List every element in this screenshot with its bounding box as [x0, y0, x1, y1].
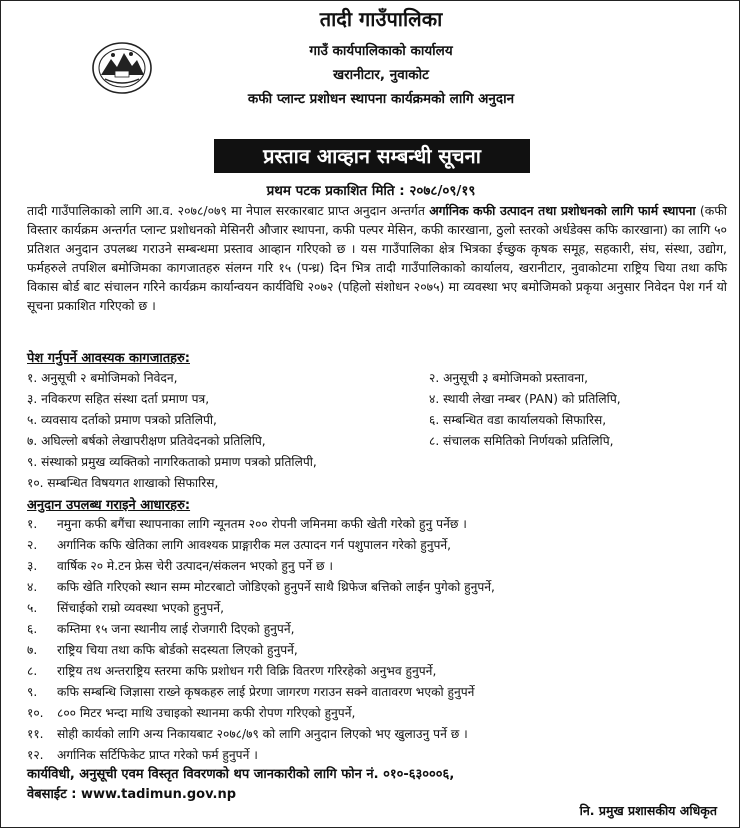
criteria-number: १. [27, 517, 38, 531]
intro-text-1: तादी गाउँपालिकाको लागि आ.व. २०७८/०७९ मा नेपाल सरकारबाट प्राप्त अनुदान अन्तर्गत [27, 203, 430, 218]
document-item: ६. सम्बन्धित वडा कार्यालयको सिफारिस, [429, 413, 607, 427]
document-item: ८. संचालक समितिको निर्णयको प्रतिलिपि, [429, 434, 614, 448]
document-item: ४. स्थायी लेखा नम्बर (PAN) को प्रतिलिपि, [429, 392, 621, 406]
criteria-text: कफि सम्बन्धि जिज्ञासा राख्ने कृषकहरु लाई प्रेरणा जागरण गराउन सक्ने वातावरण भएको हुनुपर्ने [57, 685, 475, 699]
documents-heading: पेश गर्नुपर्ने आवस्यक कागजातहरु: [27, 351, 190, 366]
signatory: नि. प्रमुख प्रशासकीय अधिकृत [579, 803, 717, 818]
criteria-item [27, 746, 258, 763]
office-name: गाउँ कार्यपालिकाको कार्यालय [309, 43, 453, 59]
criteria-text: नमुना कफी बगैंचा स्थापनाका लागि न्यूनतम २०० रोपनी जमिनमा कफी खेती गरेको हुनु पर्नेछ । [57, 517, 467, 531]
criteria-item [27, 578, 495, 595]
criteria-item [27, 536, 451, 553]
criteria-number: ८. [27, 664, 38, 678]
document-item: १०. सम्बन्धित विषयगत शाखाको सिफारिस, [27, 476, 219, 490]
criteria-number: १०. [27, 706, 44, 720]
criteria-text: ८०० मिटर भन्दा माथि उचाइको स्थानमा कफी रोपण गरिएको हुनुपर्ने, [57, 706, 356, 720]
criteria-text: कफि खेति गरिएको स्थान सम्म मोटरबाटो जोडिएको हुनुपर्ने साथै थ्रिफेज बत्तिको लाईन पुगेको हुनुपर्ने, [57, 580, 495, 594]
document-item: ९. संस्थाको प्रमुख व्यक्तिको नागरिकताको प्रमाण पत्रको प्रतिलिपी, [27, 455, 317, 469]
document-item: ५. व्यवसाय दर्ताको प्रमाण पत्रको प्रतिलिपी, [27, 413, 217, 427]
criteria-text: सिंचाईको राम्रो व्यवस्था भएको हुनुपर्ने, [57, 601, 224, 615]
criteria-text: सोही कार्यको लागि अन्य निकायबाट २०७८/७९ को लागि अनुदान लिएको भए खुलाउनु पर्ने छ । [57, 727, 468, 741]
criteria-item [27, 599, 224, 616]
office-address: खरानीटार, नुवाकोट [333, 67, 429, 83]
intro-highlight: अर्गानिक कफी उत्पादन तथा प्रशोधनको लागि फार्म स्थापना [429, 203, 696, 218]
document-item: ३. नविकरण सहित संस्था दर्ता प्रमाण पत्र, [27, 392, 210, 406]
criteria-text: राष्ट्रिय तथ अन्तराष्ट्रिय स्तरमा कफि प्रशोधन गरी विक्रि वितरण गरिरहेको अनुभव हुनुपर्ने, [57, 664, 437, 678]
criteria-item [27, 725, 468, 742]
criteria-number: १२. [27, 748, 44, 762]
document-item: २. अनुसूची ३ बमोजिमको प्रस्तावना, [429, 371, 589, 385]
intro-text-2: (कफी विस्तार कार्यक्रम अन्तर्गत प्लान्ट प्रशोधनको मेसिनरी औजार स्थापना, कफी पल्पर मेसिन, कफी कारखाना, ठुलो स्तरको अर्धडेक्स कफि कारखाना) का लागि ५० प्रतिशत अनुदान उपलब्ध गराउने सम्बन्धमा प्रस्ताव आव्हान गरिएको छ । यस गाउँपालिका क्षेत्र भित्रका ईच्छुक कृषक समूह, सहकारी, संघ, संस्था, उद्योग, फर्महरुले तपशिल बमोजिमका कागजातहरु संलग्न गरि १५ (पन्ध्र) दिन भित्र तादी गाउँपालिकाको कार्यालय, खरानीटार, नुवाकोटमा राष्ट्रिय चिया तथा कफि विकास बोर्ड बाट संचालन गरिने कार्यक्रम कार्यान्वयन कार्यविधि २०७२ (पहिलो संशोधन २०७५) मा व्यवस्था भए बमोजिमको प्रकृया अनुसार निवेदन पेश गर्न यो सूचना प्रकाशित गरिएको छ । [27, 203, 727, 313]
criteria-text: कम्तिमा १५ जना स्थानीय लाई रोजगारी दिएको हुनुपर्ने, [57, 622, 295, 636]
publish-date: प्रथम पटक प्रकाशित मिति : २०७८/०९/१९ [266, 183, 476, 199]
criteria-number: २. [27, 538, 38, 552]
contact-info: कार्यविधी, अनुसूची एवम विस्तृत विवरणको थप जानकारीको लागि फोन नं. ०१०-६३०००६, [27, 767, 455, 782]
website-link[interactable]: वेबसाईट : www.tadimun.gov.np [27, 787, 237, 802]
criteria-number: ७. [27, 643, 38, 657]
criteria-item [27, 662, 436, 679]
criteria-text: राष्ट्रिय चिया तथा कफि बोर्डको सदस्यता लिएको हुनुपर्ने, [57, 643, 298, 657]
criteria-text: अर्गानिक सर्टिफिकेट प्राप्त गरेको फर्म हुनुपर्ने । [57, 748, 258, 762]
criteria-number: ४. [27, 580, 38, 594]
criteria-item [27, 704, 355, 721]
criteria-number: ६. [27, 622, 38, 636]
criteria-number: ९. [27, 685, 38, 699]
notice-title: प्रस्ताव आव्हान सम्बन्धी सूचना [214, 139, 530, 173]
criteria-number: ११. [27, 727, 44, 741]
criteria-item [27, 641, 298, 658]
criteria-heading: अनुदान उपलब्ध गराइने आधारहरु: [27, 498, 191, 513]
criteria-item [27, 515, 467, 532]
criteria-number: ३. [27, 559, 38, 573]
nepal-emblem-icon [91, 41, 153, 95]
program-title: कफी प्लान्ट प्रशोधन स्थापना कार्यक्रमको लागि अनुदान [247, 91, 515, 107]
criteria-item [27, 620, 294, 637]
criteria-text: अर्गानिक कफि खेतिका लागि आवश्यक प्राङ्गारीक मल उत्पादन गर्न पशुपालन गरेको हुनुपर्ने, [57, 538, 452, 552]
intro-paragraph [27, 201, 727, 315]
org-name: तादी गाउँपालिका [319, 7, 443, 31]
criteria-text: वार्षिक २० मे.टन फ्रेस चेरी उत्पादन/संकलन भएको हुनु पर्ने छ । [57, 559, 334, 573]
criteria-number: ५. [27, 601, 38, 615]
document-item: १. अनुसूची २ बमोजिमको निवेदन, [27, 371, 178, 385]
criteria-item [27, 557, 333, 574]
document-item: ७. अघिल्लो बर्षको लेखापरीक्षण प्रतिवेदनको प्रतिलिपि, [27, 434, 266, 448]
criteria-item [27, 683, 474, 700]
